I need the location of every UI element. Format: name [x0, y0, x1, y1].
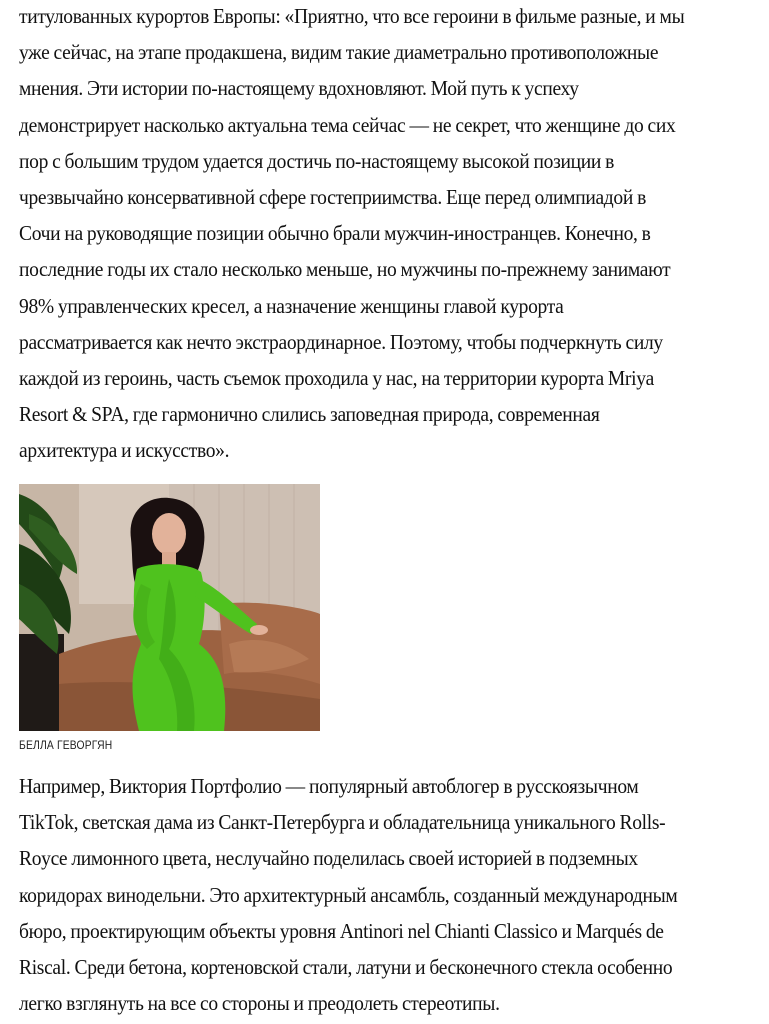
- article-figure: [19, 484, 320, 752]
- paragraph-line: мнения. Эти истории по-настоящему вдохновляют. Мой путь к успеху: [19, 76, 579, 101]
- paragraph-line: Сочи на руководящие позиции обычно брали мужчин-иностранцев. Конечно, в: [19, 221, 651, 246]
- paragraph-line: TikTok, светская дама из Санкт-Петербурга и обладательница уникального Rolls-: [19, 810, 666, 835]
- paragraph-line: Riscal. Среди бетона, кортеновской стали, латуни и бесконечного стекла особенно: [19, 955, 673, 980]
- paragraph-line: легко взглянуть на все со стороны и преодолеть стереотипы.: [19, 991, 500, 1016]
- paragraph-line: титулованных курортов Европы: «Приятно, что все героини в фильме разные, и мы: [19, 4, 685, 28]
- paragraph-line: пор с большим трудом удается достичь по-настоящему высокой позиции в: [19, 148, 614, 173]
- paragraph-line: Например, Виктория Портфолио — популярный автоблогер в русскоязычном: [19, 774, 639, 798]
- article-paragraph-2: [19, 768, 763, 1021]
- paragraph-line: архитектура и искусство».: [19, 438, 230, 463]
- photo-caption: БЕЛЛА ГЕВОРГЯН: [19, 738, 113, 752]
- paragraph-line: демонстрирует насколько актуальна тема сейчас — не секрет, что женщине до сих: [19, 112, 676, 137]
- paragraph-line: 98% управленческих кресел, а назначение женщины главой курорта: [19, 293, 564, 318]
- article-paragraph-1: [19, 0, 763, 469]
- paragraph-line: чрезвычайно консервативной сфере гостеприимства. Еще перед олимпиадой в: [19, 185, 646, 210]
- paragraph-line: Resort & SPA, где гармонично слились заповедная природа, современная: [19, 402, 600, 427]
- paragraph-line: Royce лимонного цвета, неслучайно поделилась своей историей в подземных: [19, 846, 638, 871]
- paragraph-line: коридорах винодельни. Это архитектурный ансамбль, созданный международным: [19, 882, 678, 907]
- paragraph-line: уже сейчас, на этапе продакшена, видим такие диаметрально противоположные: [19, 40, 659, 65]
- portrait-photo[interactable]: [19, 484, 320, 731]
- paragraph-line: каждой из героинь, часть съемок проходила у нас, на территории курорта Mriya: [19, 366, 654, 391]
- paragraph-line: бюро, проектирующим объекты уровня Antinori nel Chianti Classico и Marqués de: [19, 918, 664, 943]
- paragraph-line: последние годы их стало несколько меньше, но мужчины по-прежнему занимают: [19, 257, 671, 282]
- paragraph-line: рассматривается как нечто экстраординарное. Поэтому, чтобы подчеркнуть силу: [19, 329, 663, 354]
